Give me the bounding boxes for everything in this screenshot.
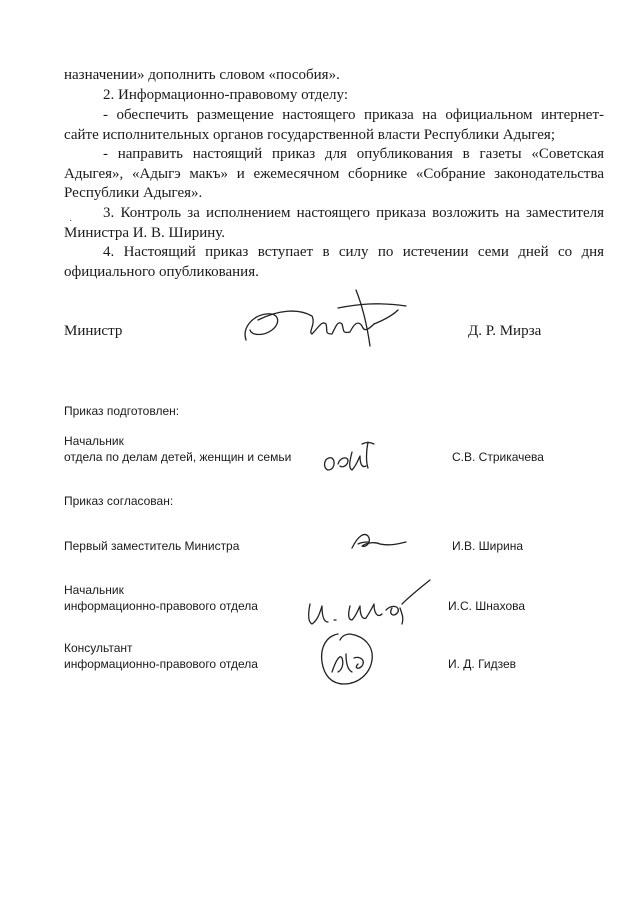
stray-dot-mark: · [69, 216, 73, 227]
minister-signature [238, 280, 413, 350]
paragraph-item-4: 4. Настоящий приказ вступает в силу по истечении семи дней со дня официального опубликования. [64, 244, 604, 280]
approver-name: И.В. Ширина [452, 539, 524, 553]
paragraph-item-2: 2. Информационно-правовому отделу: [103, 87, 349, 103]
paragraph-website: - обеспечить размещение настоящего приказа на официальном интернет-сайте исполнительных органов государственной власти Республики Адыгея; [64, 107, 604, 143]
agreed-heading: Приказ согласован: [64, 494, 174, 508]
minister-name: Д. Р. Мирза [468, 323, 542, 339]
approver-position-line2: информационно-правового отдела [64, 599, 258, 613]
approver-signature [348, 528, 408, 554]
approver-position: Первый заместитель Министра [64, 539, 240, 553]
minister-title: Министр [64, 323, 123, 339]
approver-position-line1: Начальник [64, 583, 124, 597]
approver-name: И. Д. Гидзев [448, 657, 517, 671]
paragraph-continuation: назначении» дополнить словом «пособия». [64, 67, 340, 83]
approver-signature [302, 574, 452, 630]
prepared-name: С.В. Стрикачева [452, 450, 544, 464]
prepared-heading: Приказ подготовлен: [64, 404, 180, 418]
approver-name: И.С. Шнахова [448, 599, 526, 613]
approver-signature [318, 628, 378, 690]
prepared-position-line2: отдела по делам детей, женщин и семьи [64, 450, 292, 464]
approver-position-line2: информационно-правового отдела [64, 657, 258, 671]
prepared-position-line1: Начальник [64, 434, 124, 448]
preparer-signature [320, 436, 380, 476]
paragraph-publication: - направить настоящий приказ для опубликования в газеты «Советская Адыгея», «Адыгэ макъ» и ежемесячном сборнике «Собрание законодательства Республики Адыгея». [64, 146, 604, 202]
approver-position-line1: Консультант [64, 641, 133, 655]
paragraph-item-3: 3. Контроль за исполнением настоящего приказа возложить на заместителя Министра И. В. Ширину. [64, 205, 604, 241]
